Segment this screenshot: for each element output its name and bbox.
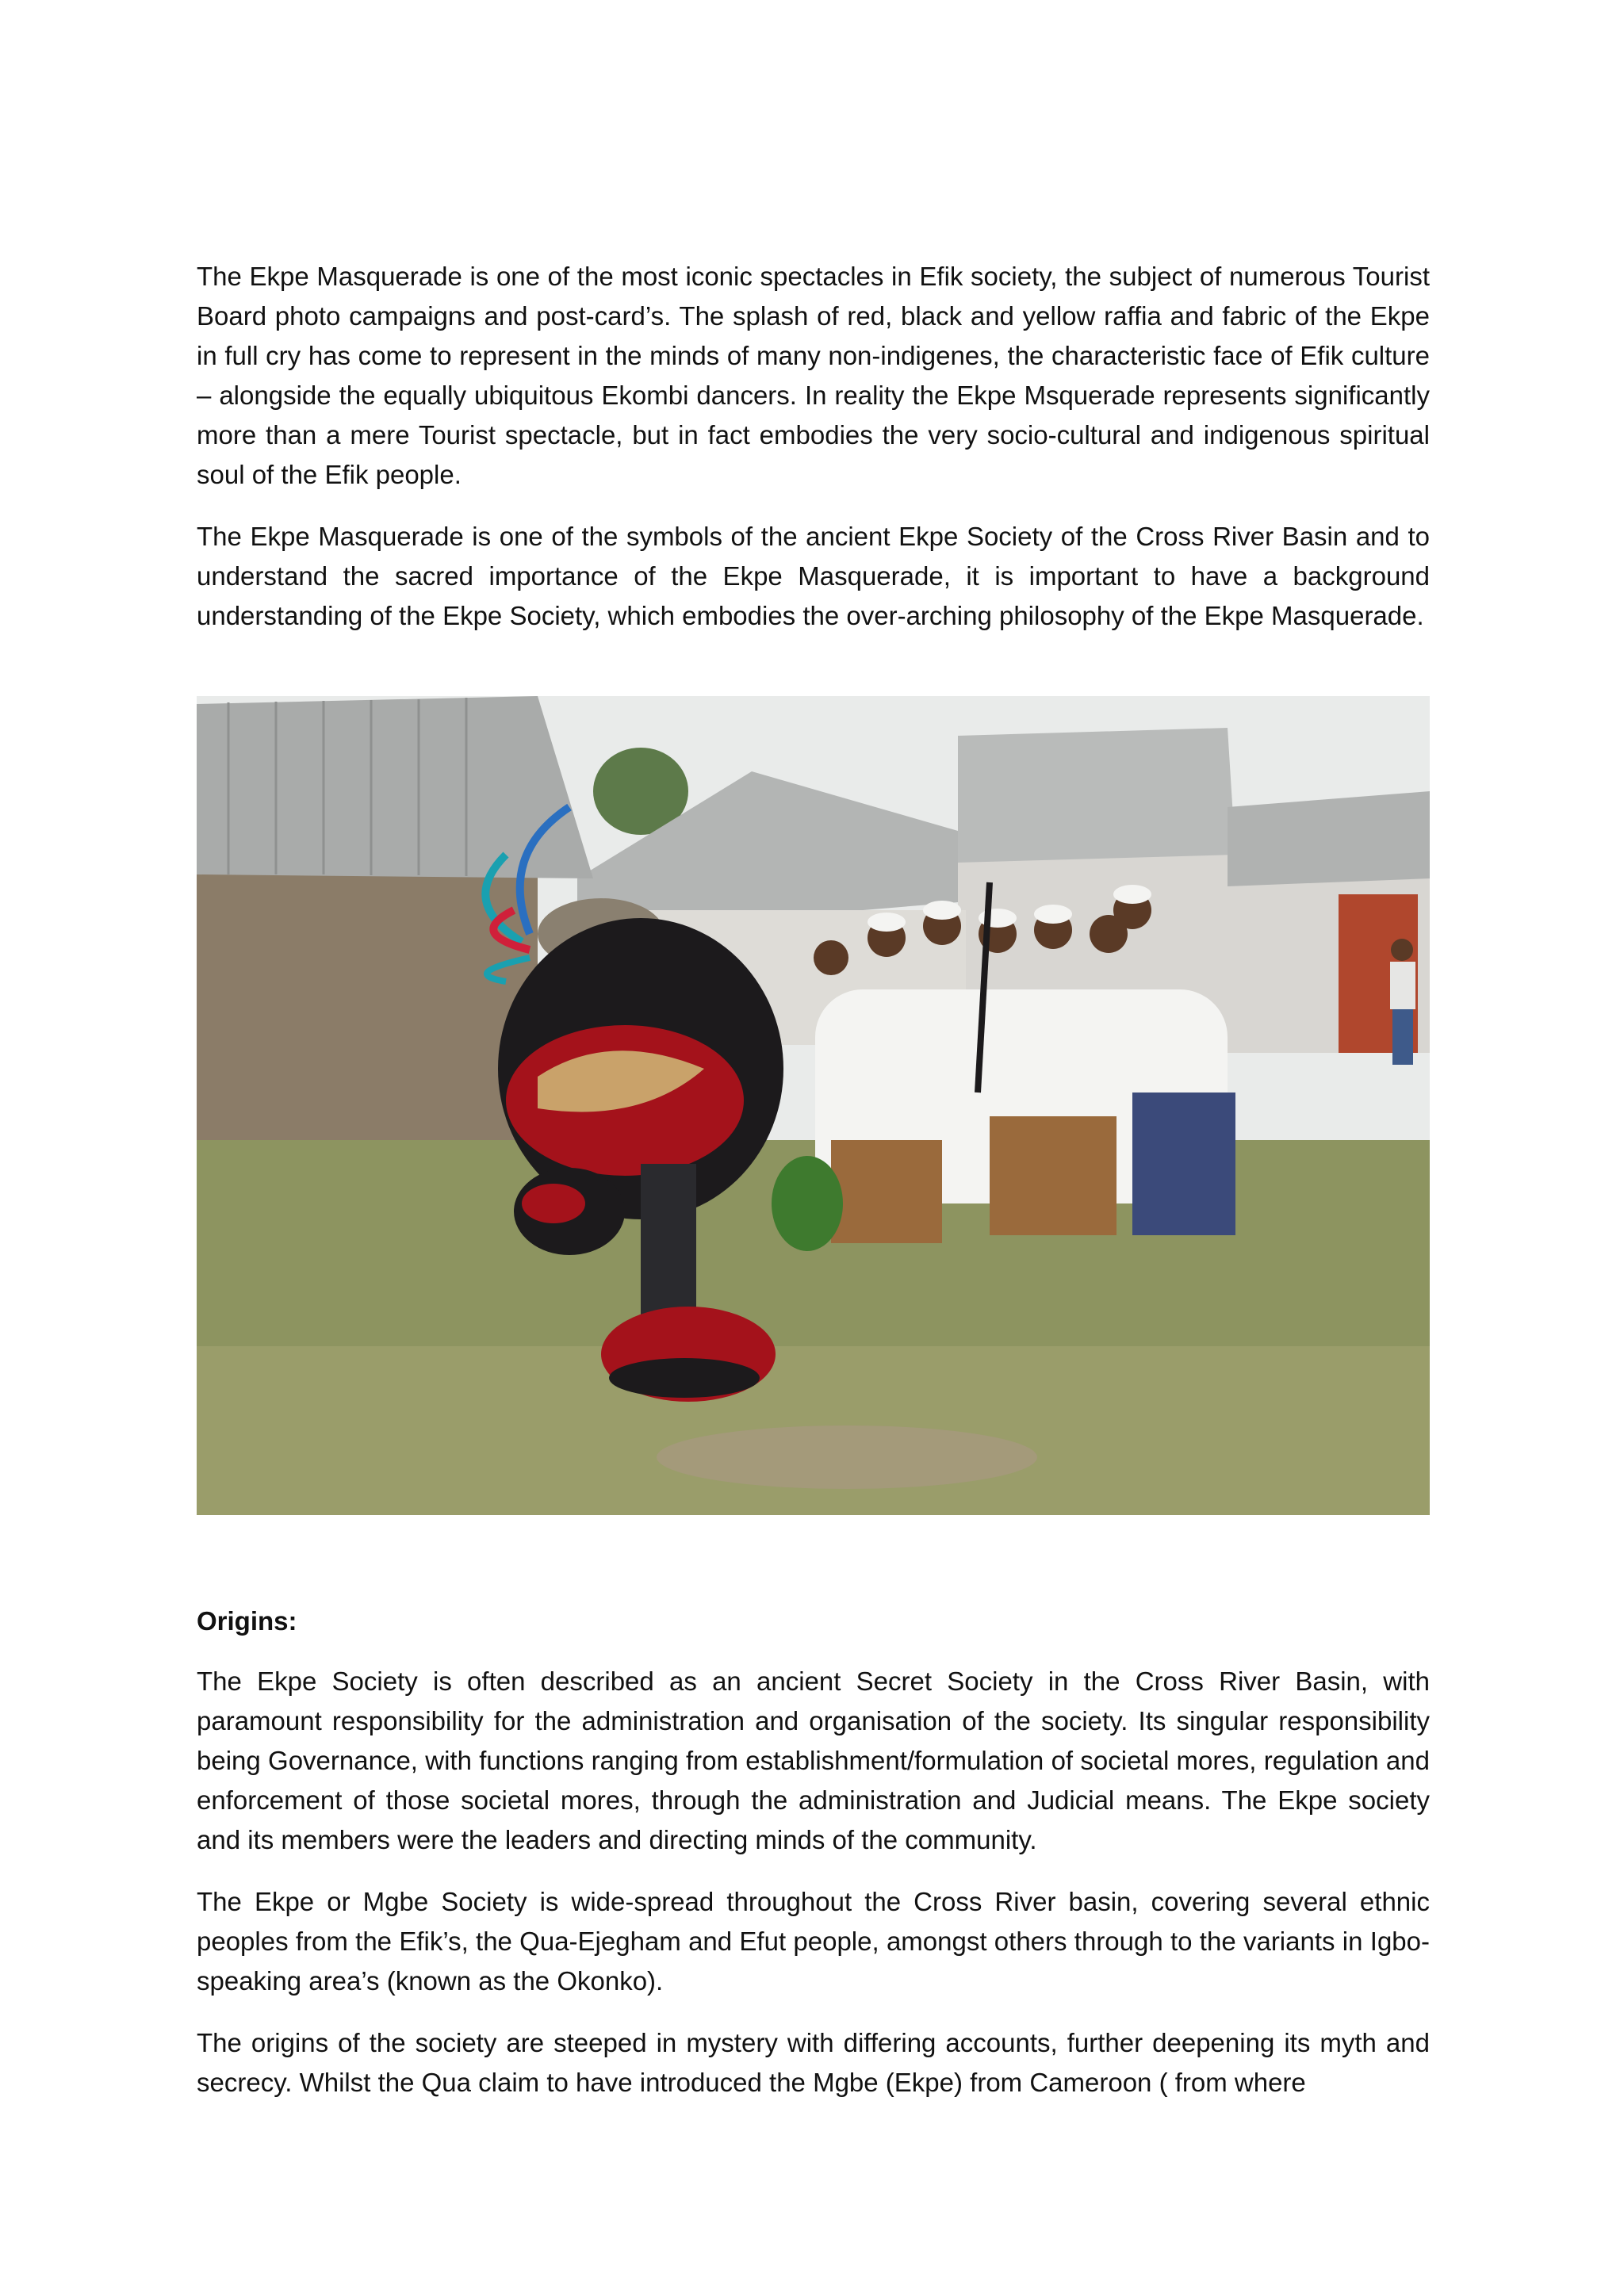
origins-paragraph-3: The origins of the society are steeped in mystery with differing accounts, further deepening its myth and secrecy. Whilst the Qua claim to have introduced the Mgbe (Ekpe) from Cameroon ( from where xyxy=(197,2028,1430,2097)
roof-right xyxy=(958,728,1235,863)
photo-illustration xyxy=(197,696,1430,1515)
intro-paragraph-1: The Ekpe Masquerade is one of the most iconic spectacles in Efik society, the subject of numerous Tourist Board photo campaigns and post-card’s. The splash of red, black and yellow raffia and fabric of the Ekpe in full cry has come to represent in the minds of many non-indigenes, the characteristic face of Efik culture – alongside the equally ubiquitous Ekombi dancers. In reality the Ekpe Msquerade represents significantly more than a mere Tourist spectacle, but in fact embodies the very socio-cultural and indigenous spiritual soul of the Efik people. xyxy=(197,262,1430,489)
ekpe-masquerade-photo xyxy=(197,696,1430,1515)
bare-ground xyxy=(657,1425,1037,1489)
origins-heading: Origins: xyxy=(197,1606,297,1636)
intro-paragraph-2: The Ekpe Masquerade is one of the symbols of the ancient Ekpe Society of the Cross River Basin and to understand the sacred importance of the Ekpe Masquerade, it is important to have a background understanding of the Ekpe Society, which embodies the over-arching philosophy of the Ekpe Masquerade. xyxy=(197,522,1430,630)
corrugated-roof xyxy=(197,696,593,878)
mud-wall xyxy=(197,867,538,1180)
roof-far-right xyxy=(1228,791,1430,886)
origins-paragraph-2: The Ekpe or Mgbe Society is wide-spread throughout the Cross River basin, covering several ethnic peoples from the Efik’s, the Qua-Ejegham and Efut people, amongst others through to the variants in Igbo-speaking area’s (known as the Okonko). xyxy=(197,1887,1430,1996)
origins-paragraph-1: The Ekpe Society is often described as an ancient Secret Society in the Cross River Basin, with paramount responsibility for the administration and organisation of the society. Its singular responsibility being Governance, with functions ranging from establishment/formulation of societal mores, regulation and enforcement of those societal mores, through the administration and Judicial means. The Ekpe society and its members were the leaders and directing minds of the community. xyxy=(197,1667,1430,1854)
